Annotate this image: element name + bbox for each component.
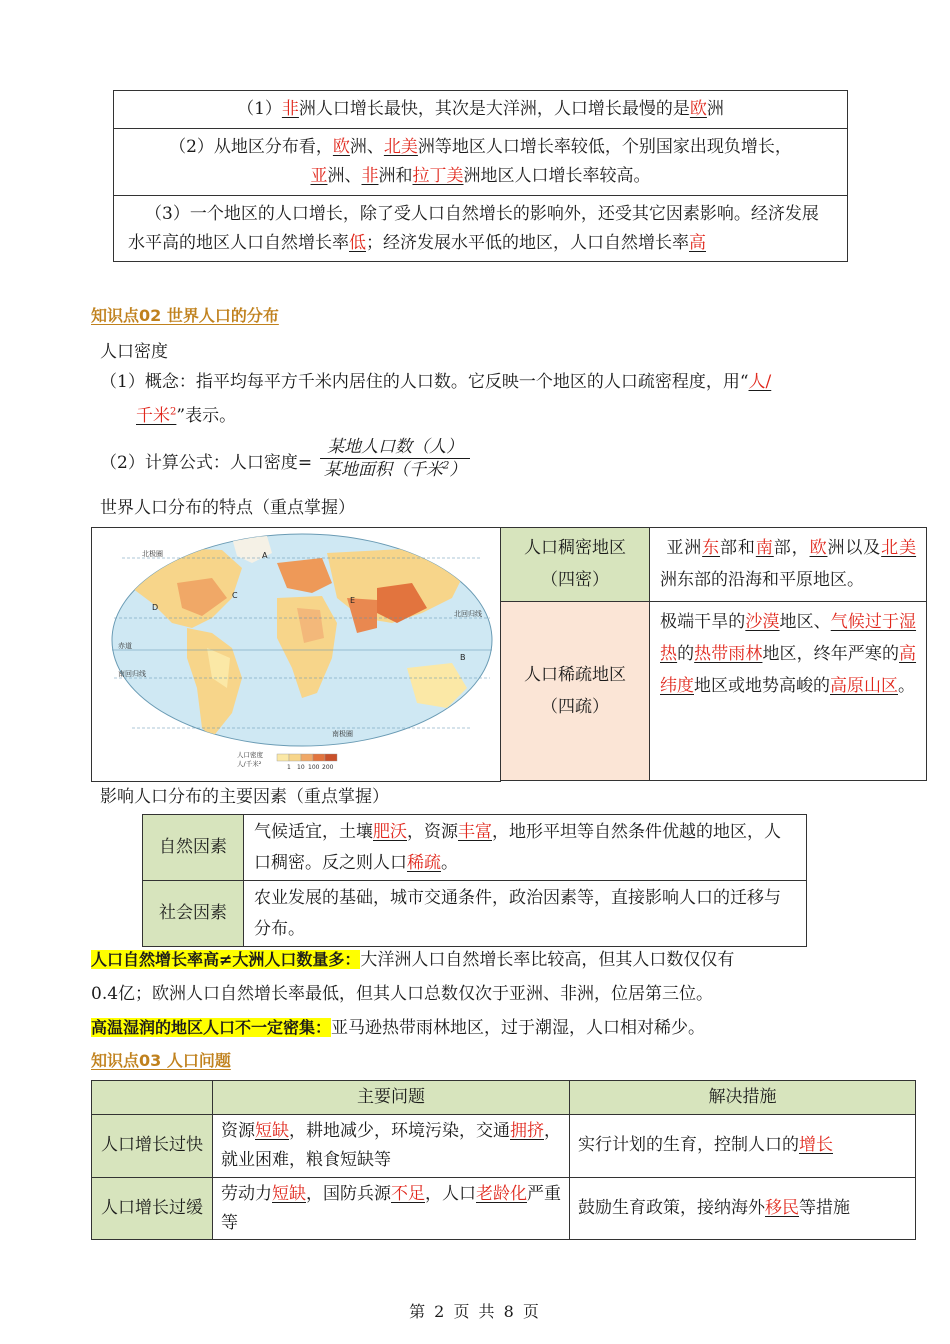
table-row — [92, 1114, 916, 1177]
solution-text: 鼓励生育政策，接纳海外移民等措施 — [570, 1177, 916, 1240]
formula-numerator: 某地人口数（人） — [320, 436, 470, 459]
label-e: E — [350, 596, 356, 605]
header-cell: 主要问题 — [213, 1081, 570, 1115]
label-south-pole: 南极圈 — [332, 730, 353, 738]
note-1-cont: 0.4亿；欧洲人口自然增长率最低，但其人口总数仅次于亚洲、非洲，位居第三位。 — [91, 984, 714, 1004]
factors-table — [142, 814, 807, 947]
legend-title: 人口密度 — [237, 751, 263, 759]
legend-tick: 100 — [308, 764, 320, 771]
problem-text: 劳动力短缺，国防兵源不足，人口老龄化严重等 — [213, 1177, 570, 1240]
density-concept-cont: 千米$^2$”表示。 — [136, 406, 237, 426]
density-concept: （1）概念：指平均每平方千米内居住的人口数。它反映一个地区的人口疏密程度，用“人/ — [100, 372, 772, 392]
factor-text: 气候适宜，土壤肥沃，资源丰富，地形平坦等自然条件优越的地区，人口稠密。反之则人口稀疏。 — [244, 815, 807, 881]
distribution-table — [500, 527, 927, 781]
factors-heading: 影响人口分布的主要因素（重点掌握） — [100, 787, 389, 807]
map-legend — [237, 750, 337, 771]
header-cell: 解决措施 — [570, 1081, 916, 1115]
label-d: D — [152, 603, 159, 612]
world-map-graphic — [92, 528, 501, 781]
header-cell — [92, 1081, 213, 1115]
label-tropic-south: 南回归线 — [118, 670, 146, 678]
table-header-row — [92, 1081, 916, 1115]
label-equator: 赤道 — [118, 642, 132, 650]
table-cell: （3）一个地区的人口增长，除了受人口自然增长的影响外，还受其它因素影响。经济发展水平高的地区人口自然增长率低；经济发展水平低的地区，人口自然增长率高 — [114, 195, 848, 262]
page-footer: 第 2 页 共 8 页 — [409, 1302, 541, 1321]
dense-text: 亚洲东部和南部，欧洲以及北美洲东部的沿海和平原地区。 — [650, 528, 927, 602]
section-title-kp3: 知识点03 人口问题 — [91, 1051, 231, 1070]
density-heading: 人口密度 — [100, 342, 168, 362]
formula-denominator: 某地面积（千米$^2$） — [324, 460, 467, 481]
table-cell: （1）非洲人口增长最快，其次是大洋洲，人口增长最慢的是欧洲 — [114, 91, 848, 129]
table-row — [501, 528, 927, 602]
table-row — [143, 815, 807, 881]
label-b: B — [460, 653, 466, 662]
sparse-label: 人口稀疏地区 （四疏） — [501, 601, 650, 780]
problem-label: 人口增长过缓 — [92, 1177, 213, 1240]
problem-text: 资源短缺，耕地减少，环境污染，交通拥挤，就业困难，粮食短缺等 — [213, 1114, 570, 1177]
factor-text: 农业发展的基础，城市交通条件，政治因素等，直接影响人口的迁移与分布。 — [244, 881, 807, 947]
label-c: C — [232, 591, 238, 600]
label-north-pole: 北极圈 — [142, 550, 163, 558]
world-population-map — [91, 527, 501, 782]
legend-unit: 人/千米² — [237, 760, 262, 768]
table-row — [114, 128, 848, 195]
sparse-text: 极端干旱的沙漠地区、气候过于湿热的热带雨林地区，终年严寒的高纬度地区或地势高峻的高原山区。 — [650, 601, 927, 780]
table-row — [114, 91, 848, 129]
label-tropic-north: 北回归线 — [454, 610, 482, 618]
legend-tick: 1 — [287, 764, 291, 771]
legend-tick: 10 — [297, 764, 305, 771]
factor-label: 自然因素 — [143, 815, 244, 881]
table-row — [143, 881, 807, 947]
table-row — [114, 195, 848, 262]
features-heading: 世界人口分布的特点（重点掌握） — [100, 498, 355, 518]
solution-text: 实行计划的生育，控制人口的增长 — [570, 1114, 916, 1177]
formula-label: （2）计算公式：人口密度= — [100, 453, 313, 473]
problems-table — [91, 1080, 916, 1240]
dense-label: 人口稠密地区 （四密） — [501, 528, 650, 602]
note-2: 高温湿润的地区人口不一定密集：亚马逊热带雨林地区，过于潮湿，人口相对稀少。 — [91, 1018, 706, 1038]
table-cell: （2）从地区分布看，欧洲、北美洲等地区人口增长率较低，个别国家出现负增长， 亚洲、非洲和拉丁美洲地区人口增长率较高。 — [114, 128, 848, 195]
density-formula — [320, 436, 470, 481]
table-row — [92, 1177, 916, 1240]
legend-tick: 200 — [322, 764, 334, 771]
section-title-kp2: 知识点02 世界人口的分布 — [91, 306, 279, 325]
problem-label: 人口增长过快 — [92, 1114, 213, 1177]
label-a: A — [262, 551, 268, 560]
table-row — [501, 601, 927, 780]
note-1: 人口自然增长率高≠大洲人口数量多：大洋洲人口自然增长率比较高，但其人口数仅仅有 — [91, 950, 735, 970]
factor-label: 社会因素 — [143, 881, 244, 947]
growth-summary-table — [113, 90, 848, 262]
